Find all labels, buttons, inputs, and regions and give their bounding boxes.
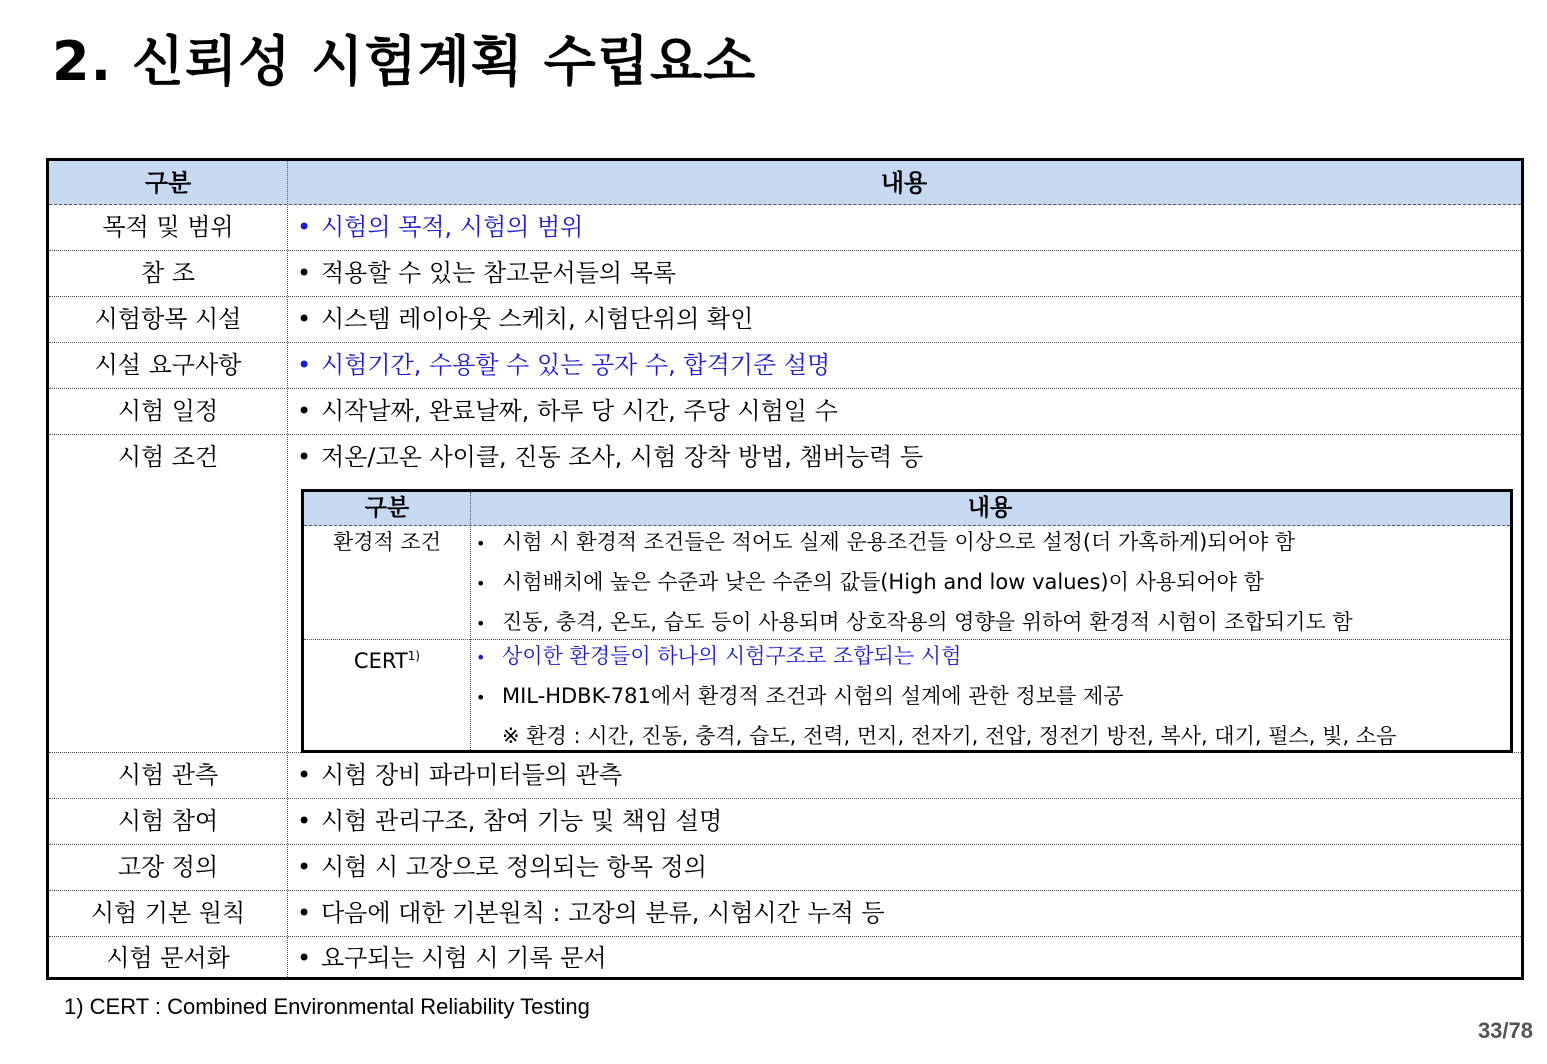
table-row [49,753,1521,799]
row-label: 목적 및 범위 [102,213,234,241]
sub-header-category: 구분 [364,495,410,521]
reliability-plan-table [46,158,1524,980]
bullet-icon: • [297,397,312,425]
row-label: 시험 관측 [117,761,219,789]
row-content: • 저온/고온 사이클, 진동 조사, 시험 장착 방법, 챔버능력 등 [287,435,1521,479]
bullet-icon: • [297,213,312,241]
row-content: • 시작날짜, 완료날짜, 하루 당 시간, 주당 시험일 수 [287,389,1521,433]
row-label: 참 조 [141,259,195,287]
row-label: 시험 기본 원칙 [90,899,246,927]
sub-list-item: • MIL-HDBK-781에서 환경적 조건과 시험의 설계에 관한 정보를 제공 [476,680,1506,714]
sub-note: ※ 환경 : 시간, 진동, 충격, 습도, 전력, 먼지, 전자기, 전압, 정전기 방전, 복사, 대기, 펄스, 빛, 소음 [502,724,1397,748]
table-row [49,799,1521,845]
table-row [49,343,1521,389]
header-category: 구분 [144,169,192,197]
sub-list-item: • 진동, 충격, 온도, 습도 등이 사용되며 상호작용의 영향을 위하여 환경적 시험이 조합되기도 함 [476,606,1506,640]
environment-sub-table [301,489,1513,753]
bullet-icon: • [297,351,312,379]
row-label: 고장 정의 [117,853,219,881]
row-label: 시험항목 시설 [94,305,242,333]
sub-header-content: 내용 [967,495,1013,521]
row-content: • 적용할 수 있는 참고문서들의 목록 [287,251,1521,295]
bullet-icon: • [297,761,312,789]
header-content: 내용 [880,169,928,197]
row-content: • 요구되는 시험 시 기록 문서 [287,937,1521,979]
bullet-icon: • [297,305,312,333]
footnote-marker: 1) [407,649,421,663]
sub-list-item: • 시험 시 환경적 조건들은 적어도 실제 운용조건들 이상으로 설정(더 가혹하게)되어야 함 [476,526,1506,560]
row-content: • 시스템 레이아웃 스케치, 시험단위의 확인 [287,297,1521,341]
bullet-icon: • [297,807,312,835]
table-row [49,937,1521,977]
row-label: 시설 요구사항 [94,351,242,379]
sub-row-cert [304,640,1510,750]
row-label: 시험 일정 [117,397,219,425]
row-label: 시험 문서화 [106,944,230,972]
bullet-icon: • [297,944,312,972]
bullet-icon: • [297,853,312,881]
table-row [49,297,1521,343]
table-row [49,205,1521,251]
table-row [49,845,1521,891]
table-row [49,389,1521,435]
sub-row-environment [304,526,1510,640]
bullet-icon: • [297,443,312,471]
sub-list-item: • 상이한 환경들이 하나의 시험구조로 조합되는 시험 [476,640,1506,674]
footnote: 1) CERT : Combined Environmental Reliability Testing [64,994,590,1019]
bullet-icon: • [476,574,486,593]
table-row [49,251,1521,297]
bullet-icon: • [476,614,486,633]
row-content: • 시험 시 고장으로 정의되는 항목 정의 [287,845,1521,889]
sub-row-label: 환경적 조건 [332,530,442,554]
bullet-icon: • [297,899,312,927]
sub-table-header [304,492,1510,526]
sub-list-item: • 시험배치에 높은 수준과 낮은 수준의 값들(High and low values)이 사용되어야 함 [476,566,1506,600]
bullet-icon: • [476,688,486,707]
page-title: 2. 신뢰성 시험계획 수립요소 [52,30,757,93]
row-content: • 시험의 목적, 시험의 범위 [287,205,1521,249]
row-content: • 시험 관리구조, 참여 기능 및 책임 설명 [287,799,1521,843]
row-content: • 시험 장비 파라미터들의 관측 [287,753,1521,797]
sub-row-label: CERT$^{1)}$ [353,649,421,673]
row-label: 시험 조건 [117,443,219,471]
row-content: • 시험기간, 수용할 수 있는 공자 수, 합격기준 설명 [287,343,1521,387]
bullet-icon: • [476,534,486,553]
row-content: • 다음에 대한 기본원칙 : 고장의 분류, 시험시간 누적 등 [287,891,1521,935]
bullet-icon: • [476,648,486,667]
row-label: 시험 참여 [117,807,219,835]
table-header-row [49,161,1521,205]
bullet-icon: • [297,259,312,287]
page-number: 33/78 [1477,1018,1533,1043]
table-row [49,891,1521,937]
